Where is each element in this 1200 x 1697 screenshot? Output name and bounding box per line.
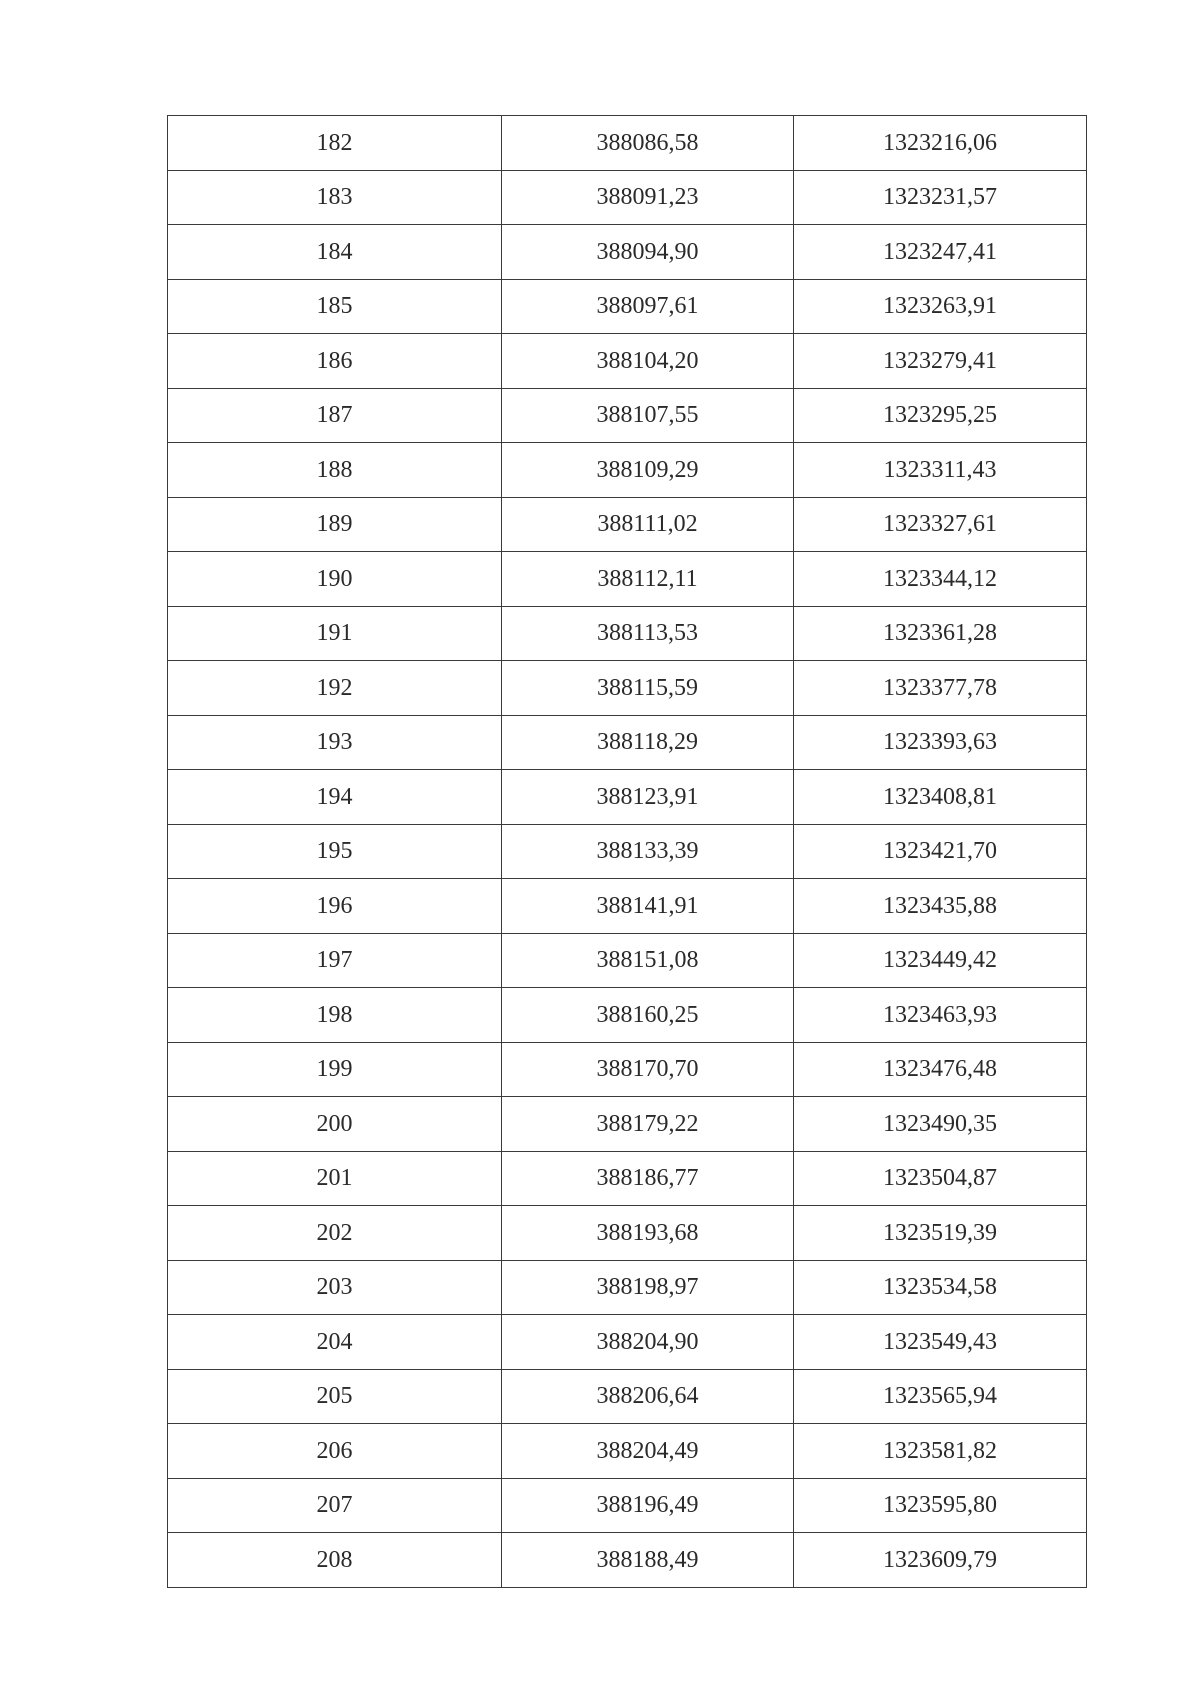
point-number-cell: 195: [168, 824, 502, 879]
coordinates-table-body: [168, 116, 1087, 1588]
y-coordinate-cell: 1323463,93: [794, 988, 1087, 1043]
point-number-cell: 206: [168, 1424, 502, 1479]
x-coordinate-cell: 388107,55: [502, 388, 794, 443]
x-coordinate-cell: 388206,64: [502, 1369, 794, 1424]
point-number-cell: 194: [168, 770, 502, 825]
table-row: [168, 443, 1087, 498]
table-row: [168, 770, 1087, 825]
y-coordinate-cell: 1323377,78: [794, 661, 1087, 716]
point-number-cell: 188: [168, 443, 502, 498]
y-coordinate-cell: 1323609,79: [794, 1533, 1087, 1588]
y-coordinate-cell: 1323595,80: [794, 1478, 1087, 1533]
x-coordinate-cell: 388204,49: [502, 1424, 794, 1479]
x-coordinate-cell: 388097,61: [502, 279, 794, 334]
table-row: [168, 1097, 1087, 1152]
table-row: [168, 497, 1087, 552]
y-coordinate-cell: 1323519,39: [794, 1206, 1087, 1261]
y-coordinate-cell: 1323361,28: [794, 606, 1087, 661]
point-number-cell: 187: [168, 388, 502, 443]
point-number-cell: 182: [168, 116, 502, 171]
x-coordinate-cell: 388179,22: [502, 1097, 794, 1152]
x-coordinate-cell: 388086,58: [502, 116, 794, 171]
table-row: [168, 988, 1087, 1043]
coordinates-table: [167, 115, 1087, 1588]
x-coordinate-cell: 388188,49: [502, 1533, 794, 1588]
table-row: [168, 1151, 1087, 1206]
table-row: [168, 388, 1087, 443]
x-coordinate-cell: 388115,59: [502, 661, 794, 716]
y-coordinate-cell: 1323408,81: [794, 770, 1087, 825]
x-coordinate-cell: 388196,49: [502, 1478, 794, 1533]
x-coordinate-cell: 388118,29: [502, 715, 794, 770]
y-coordinate-cell: 1323435,88: [794, 879, 1087, 934]
x-coordinate-cell: 388094,90: [502, 225, 794, 280]
x-coordinate-cell: 388113,53: [502, 606, 794, 661]
table-row: [168, 334, 1087, 389]
point-number-cell: 203: [168, 1260, 502, 1315]
x-coordinate-cell: 388133,39: [502, 824, 794, 879]
x-coordinate-cell: 388186,77: [502, 1151, 794, 1206]
y-coordinate-cell: 1323476,48: [794, 1042, 1087, 1097]
x-coordinate-cell: 388151,08: [502, 933, 794, 988]
point-number-cell: 190: [168, 552, 502, 607]
y-coordinate-cell: 1323421,70: [794, 824, 1087, 879]
y-coordinate-cell: 1323549,43: [794, 1315, 1087, 1370]
y-coordinate-cell: 1323279,41: [794, 334, 1087, 389]
table-row: [168, 715, 1087, 770]
table-row: [168, 279, 1087, 334]
x-coordinate-cell: 388160,25: [502, 988, 794, 1043]
point-number-cell: 207: [168, 1478, 502, 1533]
x-coordinate-cell: 388091,23: [502, 170, 794, 225]
table-row: [168, 1042, 1087, 1097]
table-row: [168, 1206, 1087, 1261]
point-number-cell: 197: [168, 933, 502, 988]
x-coordinate-cell: 388111,02: [502, 497, 794, 552]
y-coordinate-cell: 1323231,57: [794, 170, 1087, 225]
point-number-cell: 183: [168, 170, 502, 225]
table-row: [168, 116, 1087, 171]
x-coordinate-cell: 388104,20: [502, 334, 794, 389]
point-number-cell: 184: [168, 225, 502, 280]
x-coordinate-cell: 388123,91: [502, 770, 794, 825]
point-number-cell: 208: [168, 1533, 502, 1588]
x-coordinate-cell: 388112,11: [502, 552, 794, 607]
table-row: [168, 933, 1087, 988]
y-coordinate-cell: 1323327,61: [794, 497, 1087, 552]
x-coordinate-cell: 388109,29: [502, 443, 794, 498]
y-coordinate-cell: 1323449,42: [794, 933, 1087, 988]
point-number-cell: 189: [168, 497, 502, 552]
table-row: [168, 552, 1087, 607]
table-row: [168, 1424, 1087, 1479]
point-number-cell: 200: [168, 1097, 502, 1152]
point-number-cell: 193: [168, 715, 502, 770]
point-number-cell: 198: [168, 988, 502, 1043]
table-row: [168, 1369, 1087, 1424]
y-coordinate-cell: 1323263,91: [794, 279, 1087, 334]
point-number-cell: 204: [168, 1315, 502, 1370]
table-row: [168, 824, 1087, 879]
y-coordinate-cell: 1323393,63: [794, 715, 1087, 770]
table-row: [168, 170, 1087, 225]
table-row: [168, 879, 1087, 934]
point-number-cell: 199: [168, 1042, 502, 1097]
y-coordinate-cell: 1323581,82: [794, 1424, 1087, 1479]
point-number-cell: 191: [168, 606, 502, 661]
x-coordinate-cell: 388198,97: [502, 1260, 794, 1315]
x-coordinate-cell: 388141,91: [502, 879, 794, 934]
table-row: [168, 661, 1087, 716]
table-row: [168, 1315, 1087, 1370]
y-coordinate-cell: 1323565,94: [794, 1369, 1087, 1424]
table-row: [168, 225, 1087, 280]
table-row: [168, 606, 1087, 661]
x-coordinate-cell: 388170,70: [502, 1042, 794, 1097]
y-coordinate-cell: 1323344,12: [794, 552, 1087, 607]
point-number-cell: 205: [168, 1369, 502, 1424]
y-coordinate-cell: 1323216,06: [794, 116, 1087, 171]
x-coordinate-cell: 388204,90: [502, 1315, 794, 1370]
point-number-cell: 186: [168, 334, 502, 389]
x-coordinate-cell: 388193,68: [502, 1206, 794, 1261]
point-number-cell: 201: [168, 1151, 502, 1206]
point-number-cell: 196: [168, 879, 502, 934]
y-coordinate-cell: 1323311,43: [794, 443, 1087, 498]
table-row: [168, 1478, 1087, 1533]
y-coordinate-cell: 1323490,35: [794, 1097, 1087, 1152]
y-coordinate-cell: 1323247,41: [794, 225, 1087, 280]
point-number-cell: 185: [168, 279, 502, 334]
y-coordinate-cell: 1323504,87: [794, 1151, 1087, 1206]
table-row: [168, 1260, 1087, 1315]
point-number-cell: 202: [168, 1206, 502, 1261]
y-coordinate-cell: 1323534,58: [794, 1260, 1087, 1315]
y-coordinate-cell: 1323295,25: [794, 388, 1087, 443]
point-number-cell: 192: [168, 661, 502, 716]
table-row: [168, 1533, 1087, 1588]
